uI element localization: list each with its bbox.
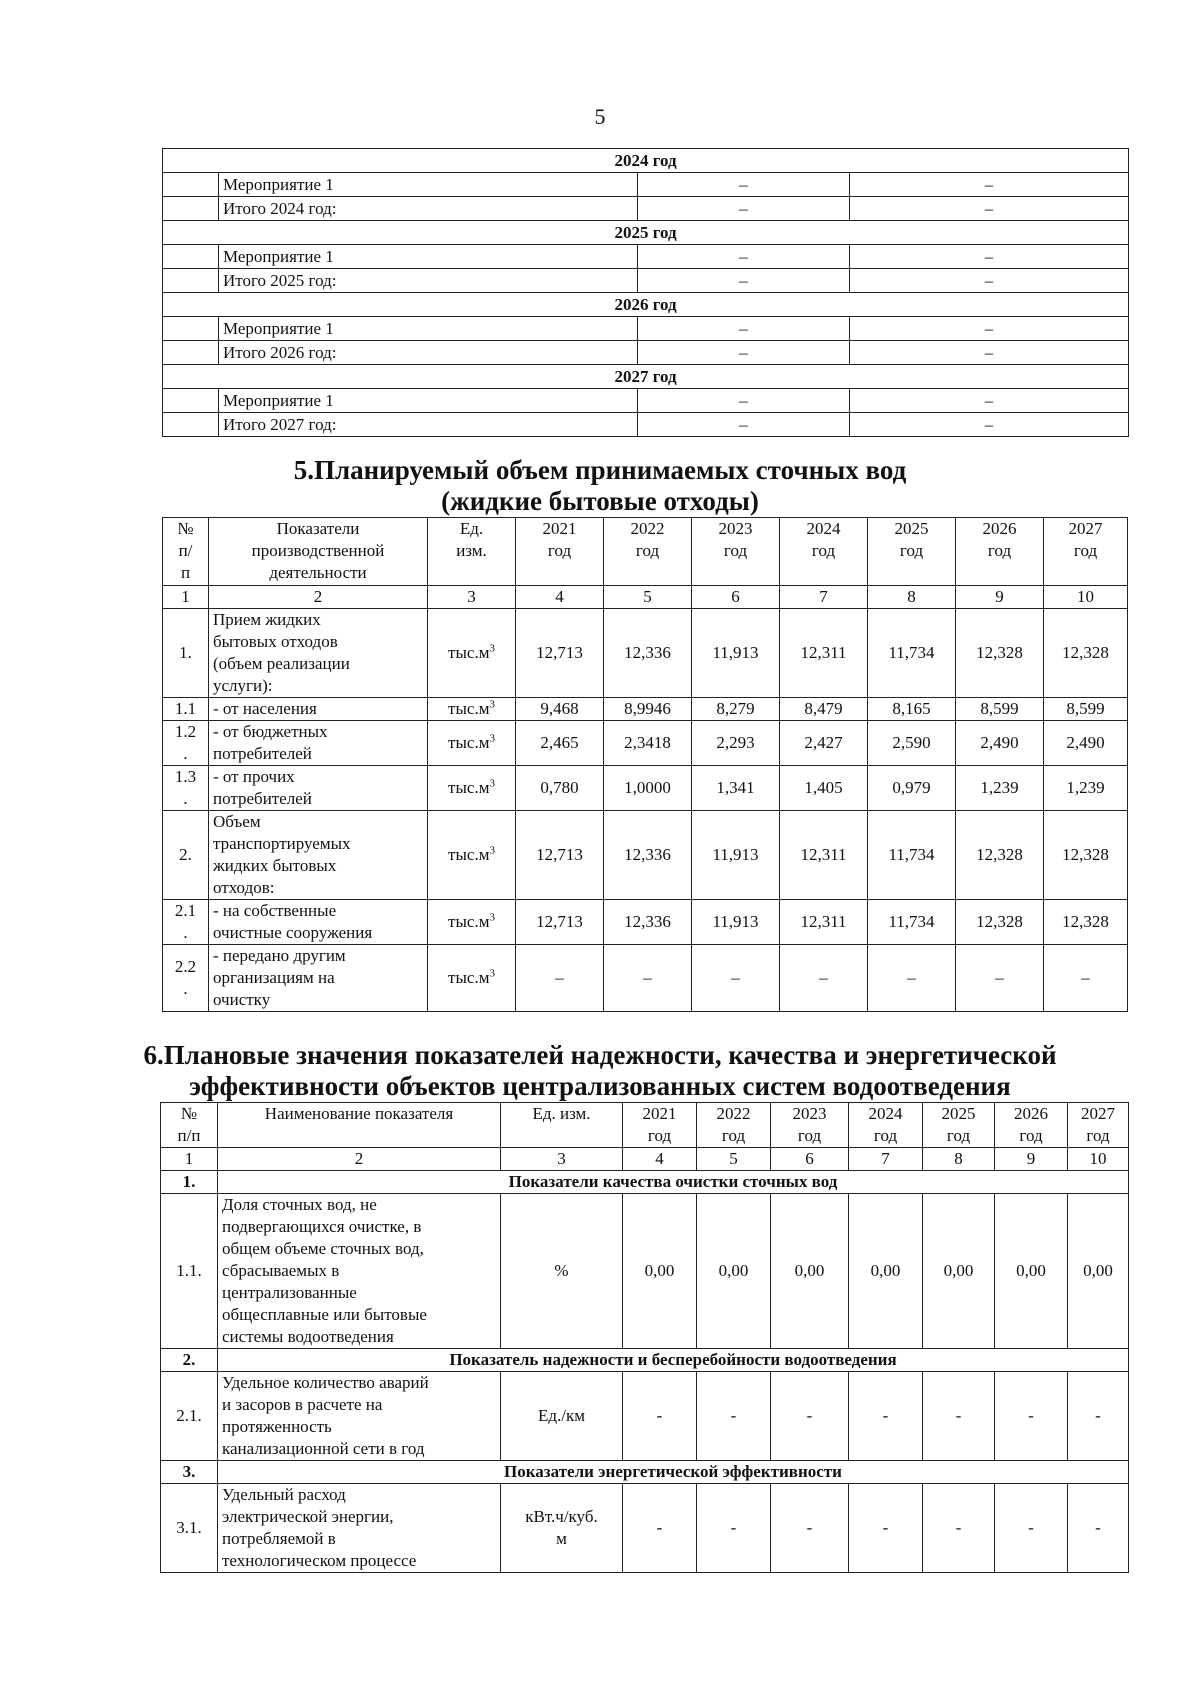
year-row (163, 221, 1129, 245)
table-row (163, 197, 1129, 221)
value-cell: 12,328 (1044, 900, 1128, 945)
unit-text: тыс.м (448, 733, 490, 752)
empty-cell (163, 413, 219, 437)
value-cell: – (1044, 945, 1128, 1012)
table-row (163, 389, 1129, 413)
events-table (162, 148, 1129, 437)
row-num: 2.1. (161, 1372, 218, 1461)
column-number: 3 (428, 586, 516, 609)
table-row (163, 269, 1129, 293)
value-cell: 12,311 (780, 811, 868, 900)
row-name: Удельный расход электрической энергии, потребляемой в технологическом процессе (218, 1484, 501, 1573)
value-cell: 11,913 (692, 811, 780, 900)
header-year: 2027 год (1044, 518, 1128, 586)
value-cell: 8,599 (956, 698, 1044, 721)
value-cell: 12,311 (780, 609, 868, 698)
event-name: Итого 2026 год: (219, 341, 638, 365)
value-cell: 8,479 (780, 698, 868, 721)
table-row (161, 1194, 1129, 1349)
unit-superscript: 3 (489, 844, 495, 857)
value-cell: – (604, 945, 692, 1012)
value-cell: 12,713 (516, 900, 604, 945)
value-cell: 0,00 (697, 1194, 771, 1349)
section-num: 2. (161, 1349, 218, 1372)
value-cell: – (638, 269, 850, 293)
value-cell: – (638, 197, 850, 221)
section-title: Показатели качества очистки сточных вод (218, 1171, 1129, 1194)
value-cell: – (850, 245, 1129, 269)
table-row (163, 811, 1128, 900)
value-cell: 12,328 (956, 609, 1044, 698)
row-name: Прием жидких бытовых отходов (объем реализации услуги): (209, 609, 428, 698)
row-num: 2.1 . (163, 900, 209, 945)
value-cell: 2,465 (516, 721, 604, 766)
row-num: 2.2 . (163, 945, 209, 1012)
value-cell: 11,734 (868, 609, 956, 698)
section6-title: 6.Плановые значения показателей надежности, качества и энергетической эффективности объектов централизованных систем водоотведения (143, 1040, 1057, 1101)
value-cell: – (850, 269, 1129, 293)
row-unit: кВт.ч/куб. м (501, 1484, 623, 1573)
value-cell: – (850, 413, 1129, 437)
row-unit (428, 721, 516, 766)
value-cell: - (1068, 1372, 1129, 1461)
row-num: 1.1. (161, 1194, 218, 1349)
table-row (163, 317, 1129, 341)
header-row (163, 518, 1128, 586)
value-cell: - (771, 1372, 849, 1461)
table-row (163, 173, 1129, 197)
value-cell: 0,979 (868, 766, 956, 811)
row-unit (428, 766, 516, 811)
header-year: 2023 год (771, 1103, 849, 1148)
row-name: - от бюджетных потребителей (209, 721, 428, 766)
column-number: 6 (692, 586, 780, 609)
value-cell: – (692, 945, 780, 1012)
event-name: Итого 2027 год: (219, 413, 638, 437)
value-cell: - (923, 1372, 995, 1461)
empty-cell (163, 341, 219, 365)
table-row (163, 341, 1129, 365)
event-name: Мероприятие 1 (219, 245, 638, 269)
unit-superscript: 3 (489, 777, 495, 790)
value-cell: 2,490 (1044, 721, 1128, 766)
value-cell: 1,239 (1044, 766, 1128, 811)
value-cell: 0,00 (849, 1194, 923, 1349)
header-year: 2022 год (697, 1103, 771, 1148)
value-cell: 8,9946 (604, 698, 692, 721)
value-cell: 0,00 (923, 1194, 995, 1349)
header-row (161, 1103, 1129, 1148)
value-cell: - (923, 1484, 995, 1573)
table-row (161, 1372, 1129, 1461)
value-cell: 2,490 (956, 721, 1044, 766)
header-year: 2022 год (604, 518, 692, 586)
column-numbers-row (161, 1148, 1129, 1171)
unit-text: тыс.м (448, 912, 490, 931)
value-cell: - (697, 1484, 771, 1573)
value-cell: – (516, 945, 604, 1012)
column-number: 7 (849, 1148, 923, 1171)
header-year: 2027 год (1068, 1103, 1129, 1148)
year-label: 2024 год (163, 149, 1129, 173)
table-row (163, 945, 1128, 1012)
value-cell: 12,328 (956, 811, 1044, 900)
section-row (161, 1461, 1129, 1484)
value-cell: – (638, 341, 850, 365)
value-cell: 2,590 (868, 721, 956, 766)
value-cell: 0,00 (623, 1194, 697, 1349)
wastewater-volume-table (162, 517, 1128, 1012)
value-cell: 12,713 (516, 609, 604, 698)
event-name: Мероприятие 1 (219, 389, 638, 413)
table-row (163, 766, 1128, 811)
value-cell: 12,311 (780, 900, 868, 945)
column-number: 9 (995, 1148, 1068, 1171)
year-label: 2027 год (163, 365, 1129, 389)
empty-cell (163, 317, 219, 341)
column-number: 5 (604, 586, 692, 609)
value-cell: 0,00 (771, 1194, 849, 1349)
row-unit (428, 698, 516, 721)
event-name: Итого 2024 год: (219, 197, 638, 221)
event-name: Итого 2025 год: (219, 269, 638, 293)
header-year: 2024 год (849, 1103, 923, 1148)
value-cell: 11,734 (868, 811, 956, 900)
empty-cell (163, 269, 219, 293)
value-cell: – (638, 173, 850, 197)
value-cell: - (771, 1484, 849, 1573)
header-year: 2021 год (516, 518, 604, 586)
year-label: 2025 год (163, 221, 1129, 245)
value-cell: - (1068, 1484, 1129, 1573)
column-number: 9 (956, 586, 1044, 609)
value-cell: – (850, 341, 1129, 365)
value-cell: – (850, 173, 1129, 197)
unit-text: тыс.м (448, 968, 490, 987)
value-cell: – (868, 945, 956, 1012)
section-row (161, 1349, 1129, 1372)
indicators-table (160, 1102, 1129, 1573)
row-name: Объем транспортируемых жидких бытовых отходов: (209, 811, 428, 900)
section5-title: 5.Планируемый объем принимаемых сточных вод (жидкие бытовые отходы) (293, 455, 907, 516)
header-num: № п/п (161, 1103, 218, 1148)
year-row (163, 365, 1129, 389)
value-cell: 12,336 (604, 900, 692, 945)
row-unit: Ед./км (501, 1372, 623, 1461)
value-cell: 1,0000 (604, 766, 692, 811)
header-year: 2026 год (956, 518, 1044, 586)
column-number: 10 (1068, 1148, 1129, 1171)
value-cell: 12,713 (516, 811, 604, 900)
unit-superscript: 3 (489, 642, 495, 655)
value-cell: 12,336 (604, 811, 692, 900)
column-number: 7 (780, 586, 868, 609)
value-cell: 2,293 (692, 721, 780, 766)
value-cell: 0,00 (1068, 1194, 1129, 1349)
header-year: 2025 год (868, 518, 956, 586)
value-cell: - (849, 1484, 923, 1573)
value-cell: - (995, 1372, 1068, 1461)
event-name: Мероприятие 1 (219, 317, 638, 341)
value-cell: – (850, 389, 1129, 413)
table-row (163, 698, 1128, 721)
value-cell: 12,328 (956, 900, 1044, 945)
header-year: 2024 год (780, 518, 868, 586)
row-unit (428, 945, 516, 1012)
column-number: 10 (1044, 586, 1128, 609)
value-cell: 12,328 (1044, 811, 1128, 900)
unit-superscript: 3 (489, 911, 495, 924)
empty-cell (163, 173, 219, 197)
value-cell: – (638, 245, 850, 269)
header-indicator: Наименование показателя (218, 1103, 501, 1148)
row-unit: % (501, 1194, 623, 1349)
row-num: 2. (163, 811, 209, 900)
value-cell: - (623, 1484, 697, 1573)
value-cell: – (638, 389, 850, 413)
row-unit (428, 811, 516, 900)
row-name: - от прочих потребителей (209, 766, 428, 811)
value-cell: 2,427 (780, 721, 868, 766)
column-number: 1 (161, 1148, 218, 1171)
year-label: 2026 год (163, 293, 1129, 317)
header-indicator: Показатели производственной деятельности (209, 518, 428, 586)
row-unit (428, 900, 516, 945)
table-row (161, 1484, 1129, 1573)
value-cell: 0,780 (516, 766, 604, 811)
value-cell: 1,405 (780, 766, 868, 811)
unit-superscript: 3 (489, 732, 495, 745)
row-num: 1.1 (163, 698, 209, 721)
table-row (163, 721, 1128, 766)
value-cell: – (638, 317, 850, 341)
column-numbers-row (163, 586, 1128, 609)
section-num: 1. (161, 1171, 218, 1194)
header-num: № п/ п (163, 518, 209, 586)
unit-superscript: 3 (489, 967, 495, 980)
column-number: 4 (623, 1148, 697, 1171)
table-row (163, 900, 1128, 945)
value-cell: – (850, 197, 1129, 221)
value-cell: 2,3418 (604, 721, 692, 766)
value-cell: – (780, 945, 868, 1012)
row-name: - на собственные очистные сооружения (209, 900, 428, 945)
value-cell: 12,336 (604, 609, 692, 698)
header-unit: Ед. изм. (428, 518, 516, 586)
value-cell: – (850, 317, 1129, 341)
row-num: 3.1. (161, 1484, 218, 1573)
column-number: 5 (697, 1148, 771, 1171)
value-cell: 0,00 (995, 1194, 1068, 1349)
row-name: Удельное количество аварий и засоров в расчете на протяженность канализационной сети в год (218, 1372, 501, 1461)
value-cell: - (697, 1372, 771, 1461)
value-cell: 8,279 (692, 698, 780, 721)
table-row (163, 413, 1129, 437)
column-number: 3 (501, 1148, 623, 1171)
unit-text: тыс.м (448, 643, 490, 662)
row-num: 1.3 . (163, 766, 209, 811)
column-number: 2 (218, 1148, 501, 1171)
value-cell: - (623, 1372, 697, 1461)
unit-text: тыс.м (448, 845, 490, 864)
table-row (163, 609, 1128, 698)
row-name: Доля сточных вод, не подвергающихся очистке, в общем объеме сточных вод, сбрасываемых в централизованные общесплавные или бытовые системы водоотведения (218, 1194, 501, 1349)
unit-superscript: 3 (489, 698, 495, 711)
header-year: 2025 год (923, 1103, 995, 1148)
section-title: Показатели энергетической эффективности (218, 1461, 1129, 1484)
header-year: 2026 год (995, 1103, 1068, 1148)
section-row (161, 1171, 1129, 1194)
value-cell: 9,468 (516, 698, 604, 721)
year-row (163, 149, 1129, 173)
row-name: - от населения (209, 698, 428, 721)
value-cell: 11,913 (692, 609, 780, 698)
column-number: 4 (516, 586, 604, 609)
value-cell: 8,599 (1044, 698, 1128, 721)
value-cell: 1,341 (692, 766, 780, 811)
column-number: 6 (771, 1148, 849, 1171)
column-number: 1 (163, 586, 209, 609)
empty-cell (163, 197, 219, 221)
event-name: Мероприятие 1 (219, 173, 638, 197)
unit-text: тыс.м (448, 778, 490, 797)
table-row (163, 245, 1129, 269)
column-number: 8 (868, 586, 956, 609)
value-cell: 11,913 (692, 900, 780, 945)
value-cell: 12,328 (1044, 609, 1128, 698)
empty-cell (163, 389, 219, 413)
value-cell: – (638, 413, 850, 437)
row-name: - передано другим организациям на очистку (209, 945, 428, 1012)
value-cell: – (956, 945, 1044, 1012)
column-number: 8 (923, 1148, 995, 1171)
column-number: 2 (209, 586, 428, 609)
value-cell: 1,239 (956, 766, 1044, 811)
value-cell: 11,734 (868, 900, 956, 945)
unit-text: тыс.м (448, 699, 490, 718)
section-num: 3. (161, 1461, 218, 1484)
header-unit: Ед. изм. (501, 1103, 623, 1148)
value-cell: 8,165 (868, 698, 956, 721)
row-unit (428, 609, 516, 698)
value-cell: - (995, 1484, 1068, 1573)
header-year: 2023 год (692, 518, 780, 586)
empty-cell (163, 245, 219, 269)
page-number: 5 (594, 104, 606, 129)
row-num: 1. (163, 609, 209, 698)
row-num: 1.2 . (163, 721, 209, 766)
value-cell: - (849, 1372, 923, 1461)
year-row (163, 293, 1129, 317)
section-title: Показатель надежности и бесперебойности водоотведения (218, 1349, 1129, 1372)
header-year: 2021 год (623, 1103, 697, 1148)
